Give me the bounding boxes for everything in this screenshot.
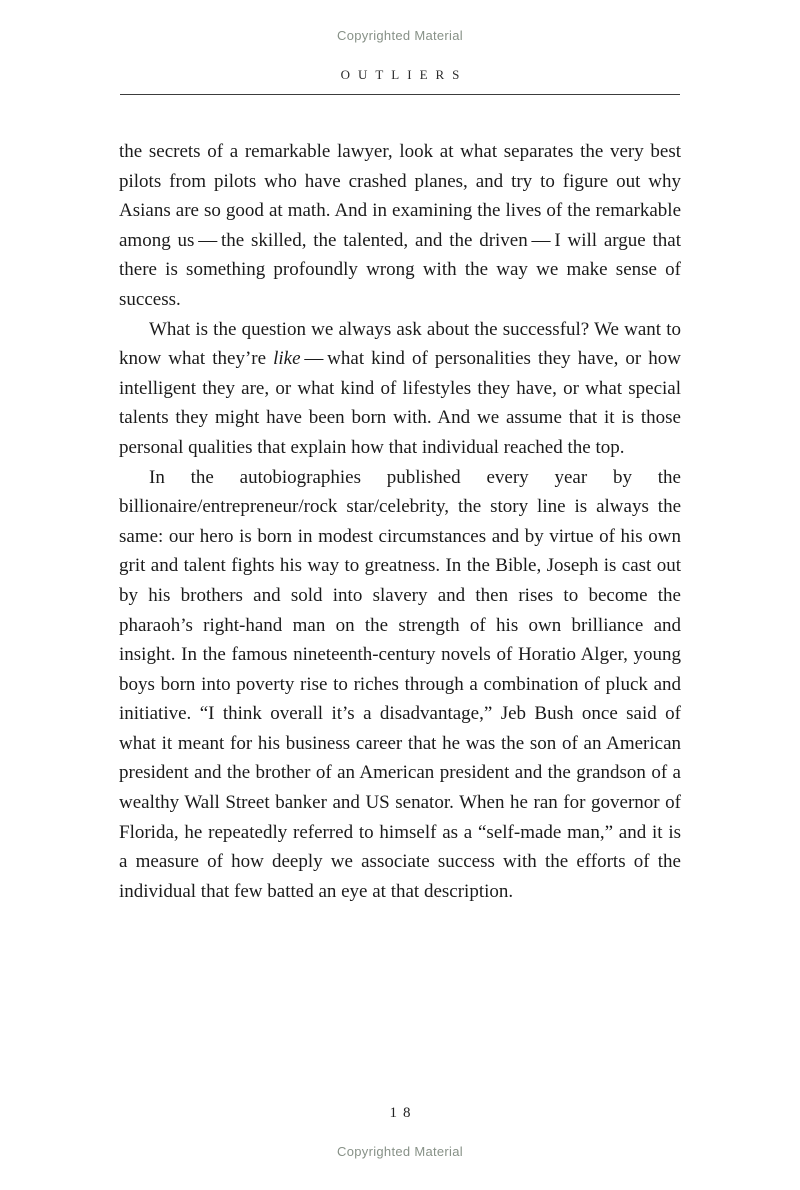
page-number: 18: [389, 1105, 417, 1121]
body-text: [119, 137, 681, 906]
paragraph: [119, 315, 681, 463]
top-copyright-notice: Copyrighted Material: [337, 28, 463, 43]
header-rule: [120, 94, 680, 95]
paragraph: [119, 463, 681, 907]
bottom-copyright-notice: Copyrighted Material: [337, 1144, 463, 1159]
text-run: In the autobiographies published every year by the billionaire/entrepreneur/rock star/celebrity, the story line is always the same: our hero is born in modest circumstances and by virtue of his own grit and talent fights his way to greatness. In the Bible, Joseph is cast out by his brothers and sold into slavery and then rises to become the pharaoh’s right-hand man on the strength of his own brilliance and insight. In the famous nineteenth-century novels of Horatio Alger, young boys born into poverty rise to riches through a combination of pluck and initiative. “I think overall it’s a disadvantage,” Jeb Bush once said of what it meant for his business career that he was the son of an American president and the brother of an American president and the grandson of a wealthy Wall Street banker and US senator. When he ran for governor of Florida, he repeatedly referred to himself as a “self-made man,” and it is a measure of how deeply we associate success with the efforts of the individual that few batted an eye at that description.: [119, 466, 681, 902]
italic-text-run: like: [273, 348, 301, 370]
text-run: — what kind of personalities they have, or how intelligent they are, or what kind of lifestyles they have, or what special talents they might have been born with. And we assume that it is those personal qualities that explain how that individual reached the top.: [119, 348, 681, 458]
running-head-title: OUTLIERS: [340, 67, 468, 82]
text-run: the secrets of a remarkable lawyer, look at what separates the very best pilots from pilots who have crashed planes, and try to figure out why Asians are so good at math. And in examining the lives of the remarkable among us — the skilled, the talented, and the driven — I will argue that there is something profoundly wrong with the way we make sense of success.: [119, 141, 681, 310]
paragraph: [119, 137, 681, 315]
text-run: What is the question we always ask about the successful? We want to know what they’re: [119, 318, 681, 370]
